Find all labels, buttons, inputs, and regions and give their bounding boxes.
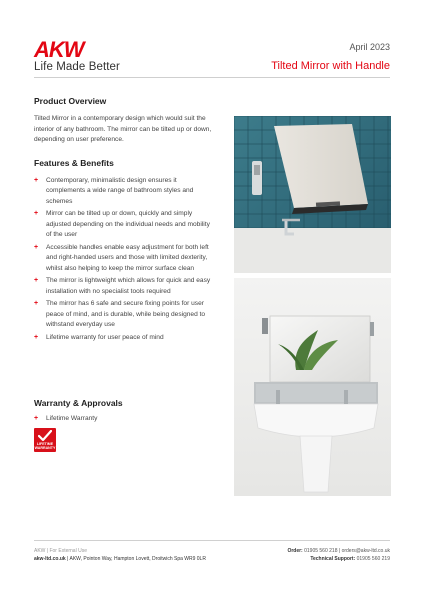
support-phone[interactable]: 01905 560 219 <box>356 556 390 562</box>
order-contact: Order: 01905 560 218 | orders@akw-ltd.co.uk <box>287 548 390 554</box>
akw-logo <box>34 37 120 73</box>
support-label: Technical Support: <box>310 556 356 562</box>
warranty-list <box>34 414 212 424</box>
logo-text: AKW <box>34 37 84 62</box>
footer-left <box>34 547 206 563</box>
logo-mark <box>34 37 120 62</box>
plus-bullet-icon: + <box>34 415 39 422</box>
overview-text: Tilted Mirror in a contemporary design which would suit the interior of any bathroom. The mirror can be tilted up or down, depending on user preference. <box>34 115 212 143</box>
overview-heading: Product Overview <box>34 96 107 106</box>
plus-bullet-icon: + <box>34 300 39 307</box>
company-address: AKW, Pointon Way, Hampton Lovett, Droitwich Spa WR9 0LR <box>69 556 206 562</box>
document-title: Tilted Mirror with Handle <box>271 60 390 72</box>
plus-bullet-icon: + <box>34 333 39 341</box>
website-link[interactable]: akw-ltd.co.uk <box>34 556 66 562</box>
list-item: + Lifetime warranty for user peace of mind <box>34 333 212 344</box>
external-use-label: AKW | For External Use <box>34 548 87 554</box>
content-column <box>34 96 212 345</box>
list-item: + Lifetime Warranty <box>34 415 98 422</box>
order-label: Order: <box>287 548 303 554</box>
footer-divider <box>34 540 390 541</box>
plus-bullet-icon: + <box>34 210 39 217</box>
warranty-heading: Warranty & Approvals <box>34 398 123 408</box>
footer-address-line: akw-ltd.co.uk | AKW, Pointon Way, Hampton Lovett, Droitwich Spa WR9 0LR <box>34 556 206 562</box>
product-image-mirror-basin <box>234 278 391 496</box>
plus-bullet-icon: + <box>34 277 39 284</box>
plus-bullet-icon: + <box>34 176 39 184</box>
footer-right <box>287 547 390 563</box>
list-item: + Accessible handles enable easy adjustment for both left and right-handed users and those with limited dexterity, whilst also helping to keep the mirror surface clean <box>34 243 209 272</box>
features-heading: Features & Benefits <box>34 157 114 168</box>
product-image-mirror-closeup <box>234 116 391 273</box>
order-phone[interactable]: 01905 560 218 <box>304 548 338 554</box>
tagline: Life Made Better <box>34 61 120 73</box>
tick-icon <box>38 430 52 442</box>
features-list <box>34 176 212 344</box>
lifetime-warranty-badge <box>34 428 56 452</box>
badge-text: LIFETIME WARRANTY <box>34 442 56 450</box>
order-email[interactable]: orders@akw-ltd.co.uk <box>341 548 390 554</box>
header-divider <box>34 77 390 78</box>
support-contact <box>287 555 390 563</box>
warranty-section <box>34 398 212 424</box>
document-date: April 2023 <box>349 42 390 52</box>
list-item: + Contemporary, minimalistic design ensures it complements a wide range of bathroom styles and schemes <box>34 176 194 205</box>
plus-bullet-icon: + <box>34 243 39 251</box>
list-item: + The mirror has 6 safe and secure fixing points for user peace of mind, and is durable, while being designed to withstand everyday use <box>34 300 206 328</box>
list-item: + Mirror can be tilted up or down, quickly and simply adjusted depending on the individual needs and mobility of the user <box>34 210 210 238</box>
list-item: + The mirror is lightweight which allows for quick and easy installation with no specialist tools required <box>34 277 211 295</box>
